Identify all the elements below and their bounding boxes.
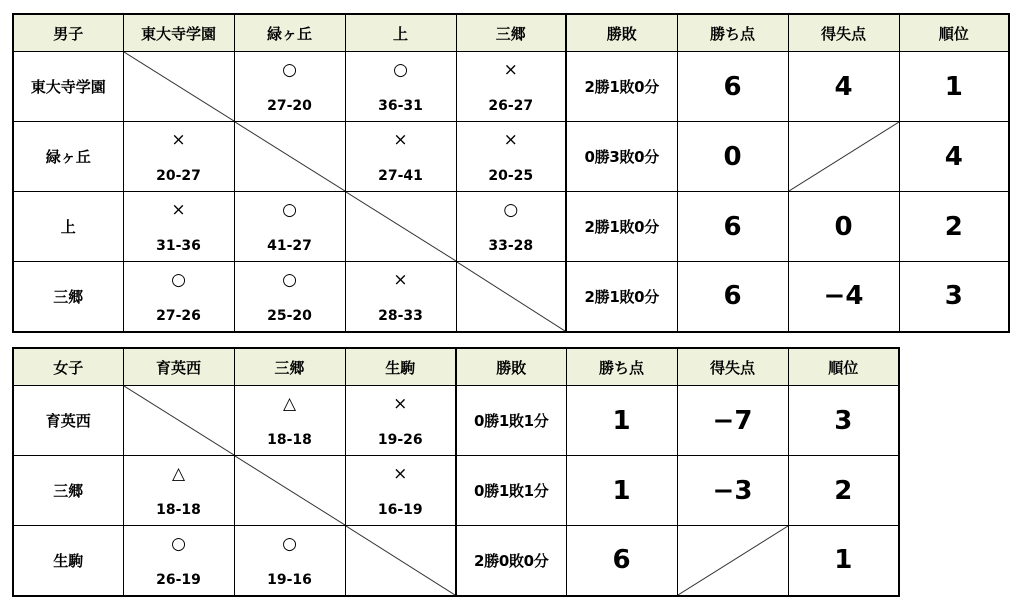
rank-value: 2 <box>788 456 899 526</box>
result-mark: ○ <box>171 270 186 290</box>
match-score: 20-27 <box>156 168 201 184</box>
girls-team-row <box>13 386 899 456</box>
girls-header-cell: 女子 <box>13 348 123 386</box>
self-match-slash <box>345 192 456 262</box>
win-loss-record: 0勝3敗0分 <box>566 122 677 192</box>
boys-team-row <box>13 122 1009 192</box>
boys-header-cell: 男子 <box>13 14 123 52</box>
point-diff-value: −7 <box>677 386 788 456</box>
point-diff-slash <box>677 526 788 596</box>
win-loss-record: 0勝1敗1分 <box>456 386 566 456</box>
result-mark: ○ <box>282 270 297 290</box>
result-mark: △ <box>171 464 186 484</box>
match-score: 27-41 <box>378 168 423 184</box>
match-score: 19-16 <box>267 571 312 588</box>
result-mark: ○ <box>393 60 408 80</box>
match-result-cell <box>234 262 345 332</box>
match-result-cell <box>234 386 345 456</box>
boys-header-cell: 順位 <box>899 14 1009 52</box>
match-score: 18-18 <box>156 502 201 518</box>
match-result-cell <box>345 52 456 122</box>
result-mark: × <box>503 60 518 80</box>
match-result-cell <box>456 52 566 122</box>
match-score: 28-33 <box>378 307 423 324</box>
girls-team-row <box>13 456 899 526</box>
points-value: 6 <box>566 526 677 596</box>
girls-league-table <box>12 347 900 597</box>
rank-value: 1 <box>899 52 1009 122</box>
rank-value: 3 <box>788 386 899 456</box>
match-score: 20-25 <box>488 168 534 184</box>
match-score: 31-36 <box>156 238 201 254</box>
boys-header-cell: 上 <box>345 14 456 52</box>
self-match-slash <box>234 456 345 526</box>
points-value: 6 <box>677 262 788 332</box>
boys-header-cell: 勝ち点 <box>677 14 788 52</box>
win-loss-record: 0勝1敗1分 <box>456 456 566 526</box>
result-mark: × <box>393 464 408 484</box>
girls-team-row <box>13 526 899 596</box>
team-name: 育英西 <box>13 386 123 456</box>
point-diff-value: −4 <box>788 262 899 332</box>
girls-header-cell: 順位 <box>788 348 899 386</box>
match-score: 26-27 <box>488 98 534 114</box>
match-result-cell <box>345 456 456 526</box>
team-name: 上 <box>13 192 123 262</box>
result-mark: × <box>171 130 186 150</box>
match-result-cell <box>123 122 234 192</box>
match-result-cell <box>345 386 456 456</box>
result-mark: × <box>171 200 186 220</box>
self-match-slash <box>123 386 234 456</box>
win-loss-record: 2勝1敗0分 <box>566 52 677 122</box>
match-score: 16-19 <box>377 502 423 518</box>
match-result-cell <box>123 262 234 332</box>
result-mark: ○ <box>282 200 297 220</box>
points-value: 1 <box>566 456 677 526</box>
match-result-cell <box>456 192 566 262</box>
match-score: 33-28 <box>488 238 534 254</box>
result-mark: △ <box>282 394 297 414</box>
boys-team-row <box>13 192 1009 262</box>
match-result-cell <box>234 52 345 122</box>
team-name: 生駒 <box>13 526 123 596</box>
result-mark: × <box>393 394 408 414</box>
team-name: 三郷 <box>13 262 123 332</box>
team-name: 東大寺学園 <box>13 52 123 122</box>
win-loss-record: 2勝1敗0分 <box>566 262 677 332</box>
girls-header-row <box>13 348 899 386</box>
match-score: 26-19 <box>156 571 201 588</box>
girls-header-cell: 育英西 <box>123 348 234 386</box>
result-mark: × <box>393 130 408 150</box>
match-result-cell <box>234 526 345 596</box>
result-mark: × <box>503 130 518 150</box>
rank-value: 1 <box>788 526 899 596</box>
result-mark: × <box>393 270 408 290</box>
boys-league-table <box>12 13 1010 333</box>
boys-header-row <box>13 14 1009 52</box>
self-match-slash <box>234 122 345 192</box>
girls-header-cell: 生駒 <box>345 348 456 386</box>
team-name: 三郷 <box>13 456 123 526</box>
match-score: 19-26 <box>377 432 423 448</box>
result-mark: ○ <box>171 534 186 554</box>
rank-value: 3 <box>899 262 1009 332</box>
rank-value: 2 <box>899 192 1009 262</box>
match-result-cell <box>345 262 456 332</box>
point-diff-value: 0 <box>788 192 899 262</box>
boys-header-cell: 得失点 <box>788 14 899 52</box>
points-value: 6 <box>677 192 788 262</box>
self-match-slash <box>123 52 234 122</box>
match-result-cell <box>345 122 456 192</box>
match-result-cell <box>123 526 234 596</box>
self-match-slash <box>345 526 456 596</box>
boys-header-cell: 勝敗 <box>566 14 677 52</box>
girls-header-cell: 勝ち点 <box>566 348 677 386</box>
girls-header-cell: 勝敗 <box>456 348 566 386</box>
match-result-cell <box>123 192 234 262</box>
win-loss-record: 2勝0敗0分 <box>456 526 566 596</box>
girls-header-cell: 三郷 <box>234 348 345 386</box>
match-score: 18-18 <box>267 432 312 448</box>
result-mark: ○ <box>282 60 297 80</box>
girls-header-cell: 得失点 <box>677 348 788 386</box>
boys-team-row <box>13 52 1009 122</box>
point-diff-value: −3 <box>677 456 788 526</box>
point-diff-slash <box>788 122 899 192</box>
match-result-cell <box>123 456 234 526</box>
match-score: 41-27 <box>267 238 312 254</box>
match-score: 27-20 <box>267 98 312 114</box>
points-value: 0 <box>677 122 788 192</box>
point-diff-value: 4 <box>788 52 899 122</box>
result-mark: ○ <box>282 534 297 554</box>
match-score: 36-31 <box>378 98 423 114</box>
result-mark: ○ <box>503 200 519 220</box>
self-match-slash <box>456 262 566 332</box>
match-score: 27-26 <box>156 307 201 324</box>
match-score: 25-20 <box>267 307 312 324</box>
boys-header-cell: 緑ヶ丘 <box>234 14 345 52</box>
boys-team-row <box>13 262 1009 332</box>
points-value: 1 <box>566 386 677 456</box>
boys-header-cell: 三郷 <box>456 14 566 52</box>
rank-value: 4 <box>899 122 1009 192</box>
points-value: 6 <box>677 52 788 122</box>
match-result-cell <box>456 122 566 192</box>
team-name: 緑ヶ丘 <box>13 122 123 192</box>
boys-header-cell: 東大寺学園 <box>123 14 234 52</box>
win-loss-record: 2勝1敗0分 <box>566 192 677 262</box>
match-result-cell <box>234 192 345 262</box>
